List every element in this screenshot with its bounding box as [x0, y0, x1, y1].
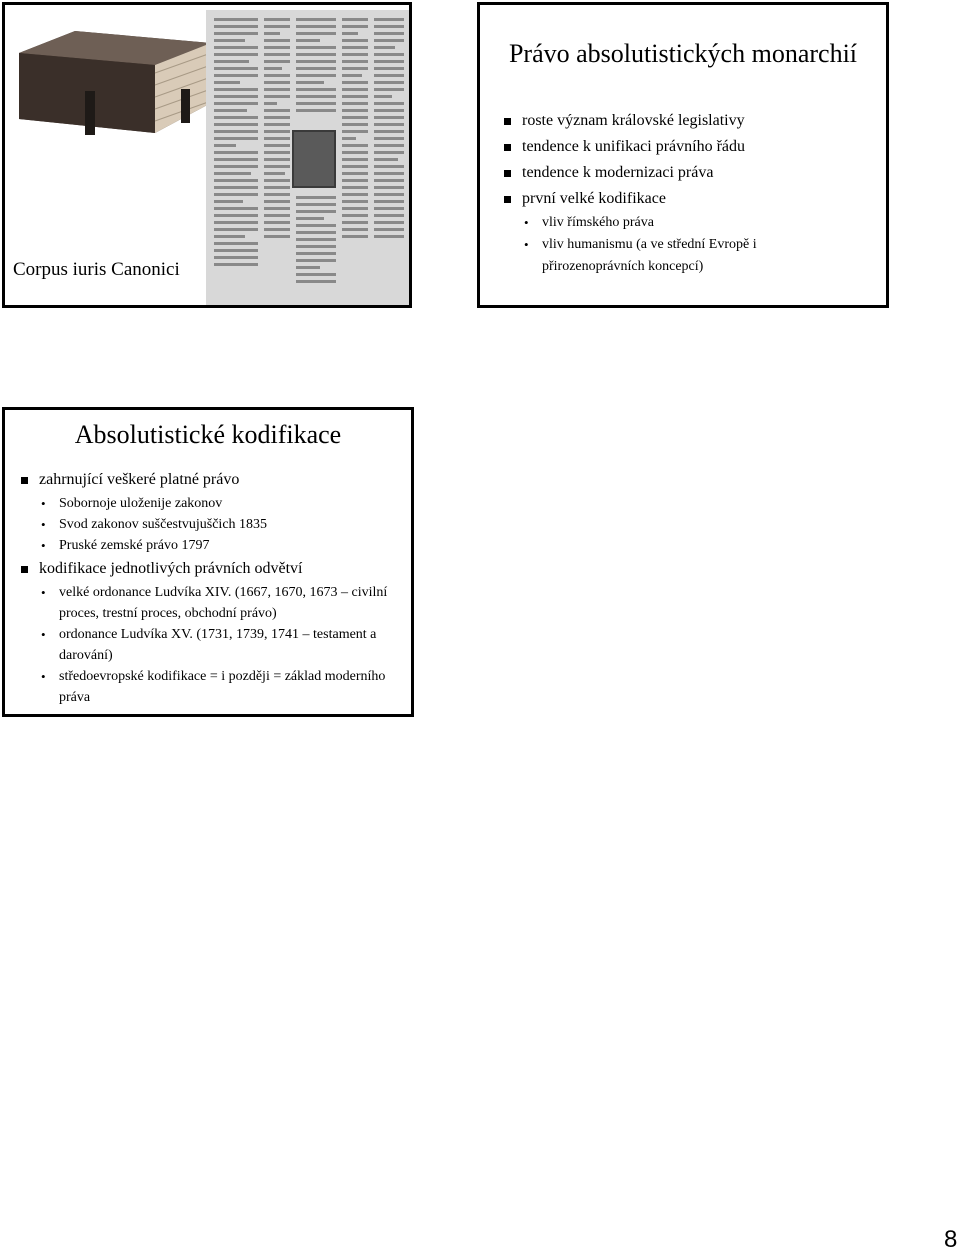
bullet-item: tendence k unifikaci právního řádu [502, 134, 887, 160]
sub-bullet-item: • ordonance Ludvíka XV. (1731, 1739, 1741 – testament a darování) [39, 624, 414, 666]
bullet-item: tendence k modernizaci práva [502, 160, 887, 186]
manuscript-image [206, 10, 410, 305]
sub-bullet-item: • středoevropské kodifikace = i později = základ moderního práva [39, 666, 389, 708]
slide-title: Právo absolutistických monarchií [508, 39, 858, 68]
sub-bullet-item: • velké ordonance Ludvíka XIV. (1667, 1670, 1673 – civilní proces, trestní proces, obchodní právo) [39, 582, 399, 624]
bullet-list [19, 467, 413, 708]
page-number: 8 [944, 1226, 958, 1253]
manuscript-illustration [292, 130, 336, 188]
sub-bullet-item: • vliv humanismu (a ve střední Evropě i přirozenoprávních koncepcí) [522, 234, 787, 278]
sub-bullet-item: • Sobornoje uloženije zakonov [39, 493, 413, 514]
book-image [15, 23, 215, 145]
slide-title: Absolutistické kodifikace [74, 420, 342, 449]
slide-caption: Corpus iuris Canonici [13, 259, 180, 280]
sub-bullet-item: • Svod zakonov suščestvujuščich 1835 [39, 514, 413, 535]
bullet-list [502, 108, 887, 278]
slide-absolutist-codifications [2, 407, 414, 717]
bullet-item: roste význam královské legislativy [502, 108, 887, 134]
sub-bullet-item: • vliv římského práva [522, 212, 887, 234]
bullet-item: první velké kodifikace [502, 186, 887, 212]
sub-bullet-item: • Pruské zemské právo 1797 [39, 535, 413, 556]
bullet-item: kodifikace jednotlivých právních odvětví [19, 556, 413, 582]
slide-corpus-iuris [2, 2, 412, 308]
bullet-item: zahrnující veškeré platné právo [19, 467, 413, 493]
slide-absolutist-law [477, 2, 889, 308]
